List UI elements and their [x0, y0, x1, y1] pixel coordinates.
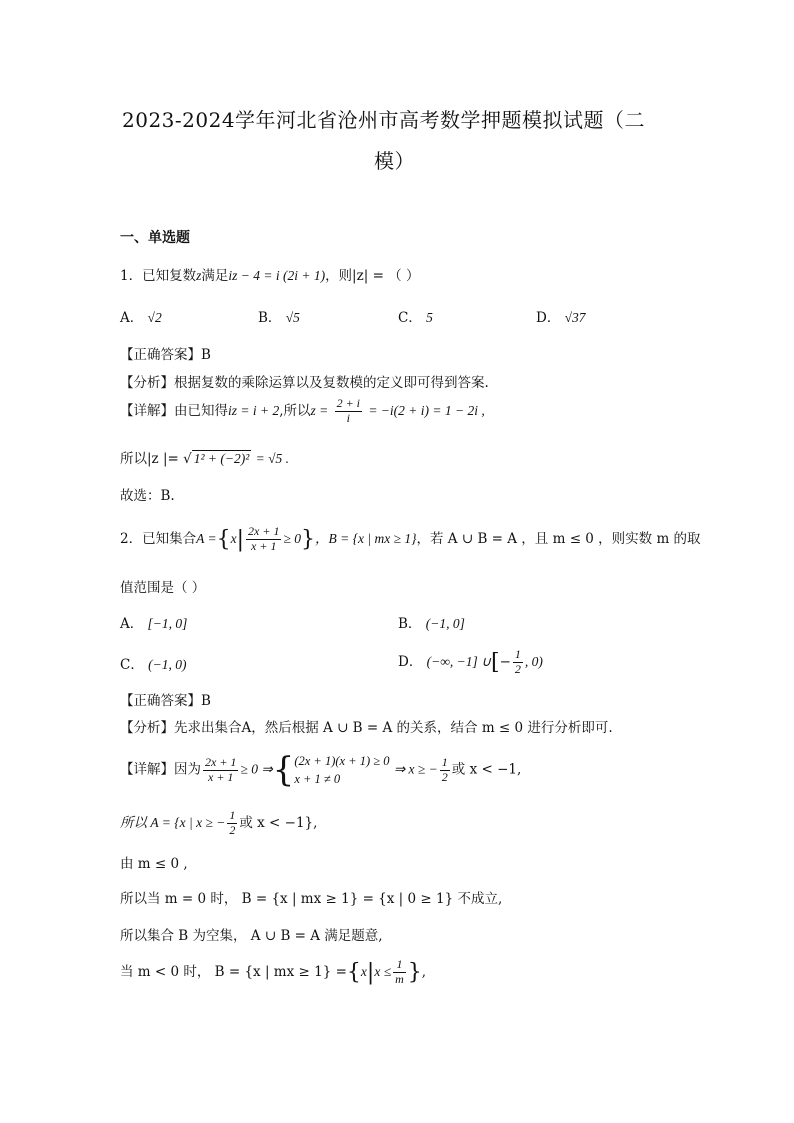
q2-step1 [120, 809, 317, 838]
q2-step5-set: x [360, 963, 367, 979]
q2-set-cond: ≥ 0 [283, 530, 301, 546]
q2-option-b-label: B． [398, 616, 422, 632]
q2-detail-pre: 【详解】因为 [120, 761, 201, 778]
q2-detail-ge: ≥ 0 ⇒ [240, 761, 273, 777]
q2-step3: 所以当 m = 0 时， B = {x | mx ≥ 1} = {x | 0 ≥ 1} 不成立, [120, 891, 503, 907]
q2-detail-system-brace: { [272, 750, 295, 791]
q2-option-b [398, 612, 465, 632]
q2-stem-post: ，若 A ∪ B = A ，且 m ≤ 0 ，则实数 m 的取 [416, 530, 701, 547]
q1-detail-fraction [335, 397, 362, 426]
q1-detail-pre: 【详解】由已知得 [120, 402, 228, 419]
q1-detail-frac-num: 2 + i [336, 396, 361, 410]
q2-stem-a: A = [196, 530, 217, 546]
q2-step1-pre: 所以 A = {x | x ≥ − [120, 814, 226, 830]
q2-detail-sys-line1: (2x + 1)(x + 1) ≥ 0 [294, 754, 390, 768]
q2-option-d-label: D． [398, 653, 423, 670]
q1-stem-pre: 1．已知复数 [120, 268, 197, 284]
q2-stem-pre: 2．已知集合 [120, 530, 197, 547]
q2-option-d-pre: (−∞, −1] ∪ [426, 653, 491, 669]
q2-step4: 所以集合 B 为空集， A ∪ B = A 满足题意, [120, 928, 383, 944]
q2-option-a-value: [−1, 0] [147, 616, 188, 631]
q2-set-var: x [230, 530, 237, 546]
q1-detail-z: z = [310, 402, 329, 418]
q2-option-d-post: , 0) [524, 653, 543, 669]
q2-step5-open-brace: { [346, 959, 361, 985]
q1-option-c-value: 5 [426, 310, 433, 325]
q1-detail [120, 397, 485, 426]
q1-modulus-line: 所以|z |= √ 1² + (−2)² = √5 . [120, 451, 289, 467]
q2-stem [120, 525, 701, 554]
q1-detail-post: = −i(2 + i) = 1 − 2i , [368, 402, 485, 418]
q2-detail-system [294, 752, 389, 788]
q2-detail [120, 750, 522, 791]
q1-answer: 【正确答案】B [120, 347, 211, 363]
q2-step1-half-num: 1 [229, 808, 236, 822]
q2-option-a [120, 612, 187, 632]
q2-set-fraction [246, 525, 281, 554]
q2-step2: 由 m ≤ 0 , [120, 856, 188, 872]
q1-option-c-label: C． [398, 310, 422, 326]
q2-answer: 【正确答案】B [120, 693, 211, 709]
q2-step5-bar: | [366, 959, 375, 985]
q1-stem-mid: 满足 [201, 268, 229, 284]
q2-step1-post: 或 x < −1}, [239, 814, 318, 831]
q1-modulus-pre: 所以|z |= [120, 451, 179, 467]
q1-analysis: 【分析】根据复数的乘除运算以及复数模的定义即可得到答案. [120, 375, 489, 391]
q1-option-a-label: A． [120, 310, 144, 326]
q1-option-b-value: √5 [285, 310, 300, 325]
q2-set-close-brace: } [301, 526, 315, 552]
q2-option-d-frac-num: 1 [514, 647, 521, 661]
q2-detail-frac-den: x + 1 [208, 769, 234, 784]
q2-step5 [120, 958, 426, 987]
q2-option-d-fraction [513, 648, 523, 677]
q1-option-d [536, 306, 586, 326]
q2-step5-pre: 当 m < 0 时， B = {x | mx ≥ 1} = [120, 963, 347, 980]
q2-option-d: D． (−∞, −1] ∪[− $\frac{1}{2}$ , 0) [398, 647, 543, 676]
q1-option-a-value: √2 [147, 310, 162, 325]
q1-option-d-label: D． [536, 310, 561, 326]
q1-option-b-label: B． [258, 310, 282, 326]
q2-detail-fraction [203, 756, 238, 785]
q2-set-frac-num: 2x + 1 [248, 524, 280, 538]
q2-step1-half [227, 809, 237, 838]
q2-step5-frac-num: 1 [393, 958, 406, 973]
q2-detail-frac-num: 2x + 1 [205, 754, 237, 769]
q1-option-b [258, 306, 300, 326]
doc-title-line2: 模） [374, 149, 415, 173]
q1-detail-frac-den: i [346, 410, 350, 425]
q2-option-c-value: (−1, 0) [148, 657, 187, 672]
section-heading: 一、单选题 [120, 230, 190, 246]
q2-step5-fraction [393, 958, 406, 987]
q1-modulus-radicand: 1² + (−2)² [193, 451, 250, 466]
q1-choose: 故选：B. [120, 488, 175, 504]
q2-stem-b: ，B = {x | mx ≥ 1} [315, 530, 417, 546]
q2-option-b-value: (−1, 0] [425, 616, 465, 631]
q2-step5-cond: x ≤ [374, 963, 392, 979]
q2-step1-half-den: 2 [229, 822, 236, 837]
q1-stem [120, 264, 419, 284]
q2-detail-half [440, 756, 450, 785]
q1-modulus-post: = √5 . [255, 451, 289, 466]
q2-detail-half-num: 1 [441, 754, 448, 769]
q1-stem-post: ，则|z| = （ ） [325, 268, 420, 284]
q2-analysis: 【分析】先求出集合A，然后根据 A ∪ B = A 的关系，结合 m ≤ 0 进行分析即可. [120, 720, 613, 736]
q1-detail-mid: ,所以 [279, 402, 311, 419]
q2-step5-post: , [421, 963, 427, 980]
q1-stem-z: z [196, 268, 202, 283]
q2-option-a-label: A． [120, 616, 144, 632]
q2-detail-sys-line2: x + 1 ≠ 0 [294, 772, 341, 787]
q2-stem-line2: 值范围是（ ） [120, 580, 206, 596]
doc-title-line1: 2023-2024学年河北省沧州市高考数学押题模拟试题（二 [122, 108, 646, 132]
q2-option-c-label: C． [120, 657, 144, 673]
q2-step5-frac-den: m [395, 971, 404, 986]
q1-option-d-value: √37 [564, 310, 586, 325]
q2-option-d-frac-den: 2 [514, 661, 521, 676]
q2-step5-close-brace: } [407, 959, 422, 985]
q1-option-c [398, 306, 433, 326]
q2-detail-implies: ⇒ x ≥ − [393, 761, 438, 777]
q1-stem-eq: iz − 4 = i (2i + 1) [228, 268, 326, 283]
q2-option-d-bracket: [ [490, 649, 500, 675]
q2-detail-post: 或 x < −1, [451, 761, 522, 778]
q2-set-frac-den: x + 1 [251, 538, 277, 553]
q1-option-a [120, 306, 162, 326]
q2-set-bar: | [236, 526, 245, 552]
q2-option-c [120, 653, 187, 673]
q2-set-open-brace: { [216, 526, 231, 552]
q2-detail-half-den: 2 [441, 769, 448, 784]
q1-detail-eq1: iz = i + 2 [228, 402, 280, 418]
